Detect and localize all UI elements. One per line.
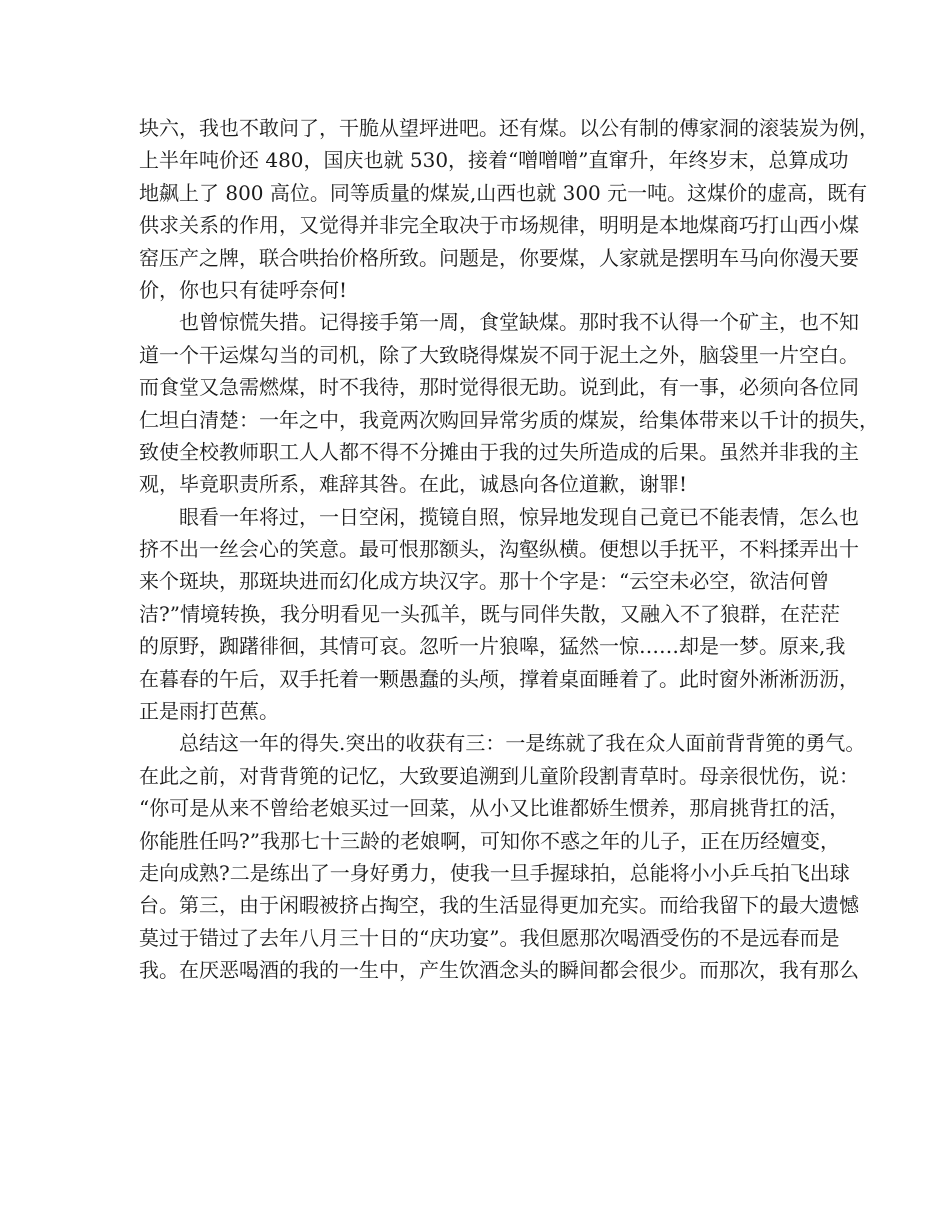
text-line: 洁?”情境转换，我分明看见一头孤羊，既与同伴失散，又融入不了狼群，在茫茫: [139, 601, 840, 626]
text-line: 来个斑块，那斑块进而幻化成方块汉字。那十个字是：“云空未必空，欲洁何曾: [139, 569, 830, 594]
text-line: 块六，我也不敢问了，干脆从望坪进吧。还有煤。以公有制的傅家洞的滚装炭为例，: [139, 116, 879, 140]
text-line: 致使全校教师职工人人都不得不分摊由于我的过失所造成的后果。虽然并非我的主: [139, 439, 859, 464]
paragraph: [139, 501, 859, 728]
text-line: 观，毕竟职责所系，难辞其咎。在此，诚恳向各位道歉，谢罪!: [139, 472, 688, 497]
text-line: 在暮春的午后，双手托着一颗愚蠢的头颅，撑着桌面睡着了。此时窗外淅淅沥沥，: [139, 666, 859, 691]
document-body: [139, 112, 879, 987]
text-line: 也曾惊慌失措。记得接手第一周，食堂缺煤。那时我不认得一个矿主，也不知: [179, 310, 859, 335]
text-line: 仁坦白清楚：一年之中，我竟两次购回异常劣质的煤炭，给集体带来以千计的损失，: [139, 407, 879, 432]
text-line: 台。第三，由于闲暇被挤占掏空，我的生活显得更加充实。而给我留下的最大遗憾: [139, 893, 859, 918]
text-line: 你能胜任吗?”我那七十三龄的老娘啊，可知你不惑之年的儿子，正在历经嬗变，: [139, 828, 840, 853]
text-line: 价，你也只有徒呼奈何!: [139, 277, 348, 302]
paragraph: [139, 306, 879, 500]
text-line: 我。在厌恶喝酒的我的一生中，产生饮酒念头的瞬间都会很少。而那次，我有那么: [139, 958, 859, 983]
paragraph: [139, 112, 879, 306]
text-line: 正是雨打芭蕉。: [139, 699, 279, 724]
text-line: 地飙上了 800 高位。同等质量的煤炭,山西也就 300 元一吨。这煤价的虚高，既有: [139, 180, 868, 205]
paragraph: [139, 727, 866, 986]
text-line: 而食堂又急需燃煤，时不我待，那时觉得很无助。说到此，有一事，必须向各位同: [139, 375, 859, 400]
text-line: 挤不出一丝会心的笑意。最可恨那额头，沟壑纵横。便想以手抚平，不料揉弄出十: [139, 537, 859, 562]
text-line: 莫过于错过了去年八月三十日的“庆功宴”。我但愿那次喝酒受伤的不是远春而是: [139, 925, 840, 950]
text-line: 道一个干运煤勾当的司机，除了大致晓得煤炭不同于泥土之外，脑袋里一片空白。: [139, 342, 859, 367]
text-line: 的原野，踟躇徘徊，其情可哀。忽听一片狼嗥，猛然一惊……却是一梦。原来,我: [139, 634, 846, 659]
text-line: “你可是从来不曾给老娘买过一回菜，从小又比谁都娇生惯养，那肩挑背扛的活，: [139, 796, 850, 821]
text-line: 上半年吨价还 480，国庆也就 530，接着“噌噌噌”直窜升，年终岁末，总算成功: [139, 148, 849, 173]
text-line: 眼看一年将过，一日空闲，揽镜自照，惊异地发现自己竟已不能表情，怎么也: [179, 504, 859, 529]
text-line: 走向成熟?二是练出了一身好勇力，使我一旦手握球拍，总能将小小乒乓拍飞出球: [139, 860, 850, 885]
text-line: 窑压产之牌，联合哄抬价格所致。问题是，你要煤，人家就是摆明车马向你漫天要: [139, 245, 859, 270]
text-line: 总结这一年的得失.突出的收获有三：一是练就了我在众人面前背背篼的勇气。: [179, 731, 866, 756]
text-line: 在此之前，对背背篼的记忆，大致要追溯到儿童阶段割青草时。母亲很忧伤，说：: [139, 763, 859, 788]
text-line: 供求关系的作用，又觉得并非完全取决于市场规律，明明是本地煤商巧打山西小煤: [139, 213, 859, 238]
